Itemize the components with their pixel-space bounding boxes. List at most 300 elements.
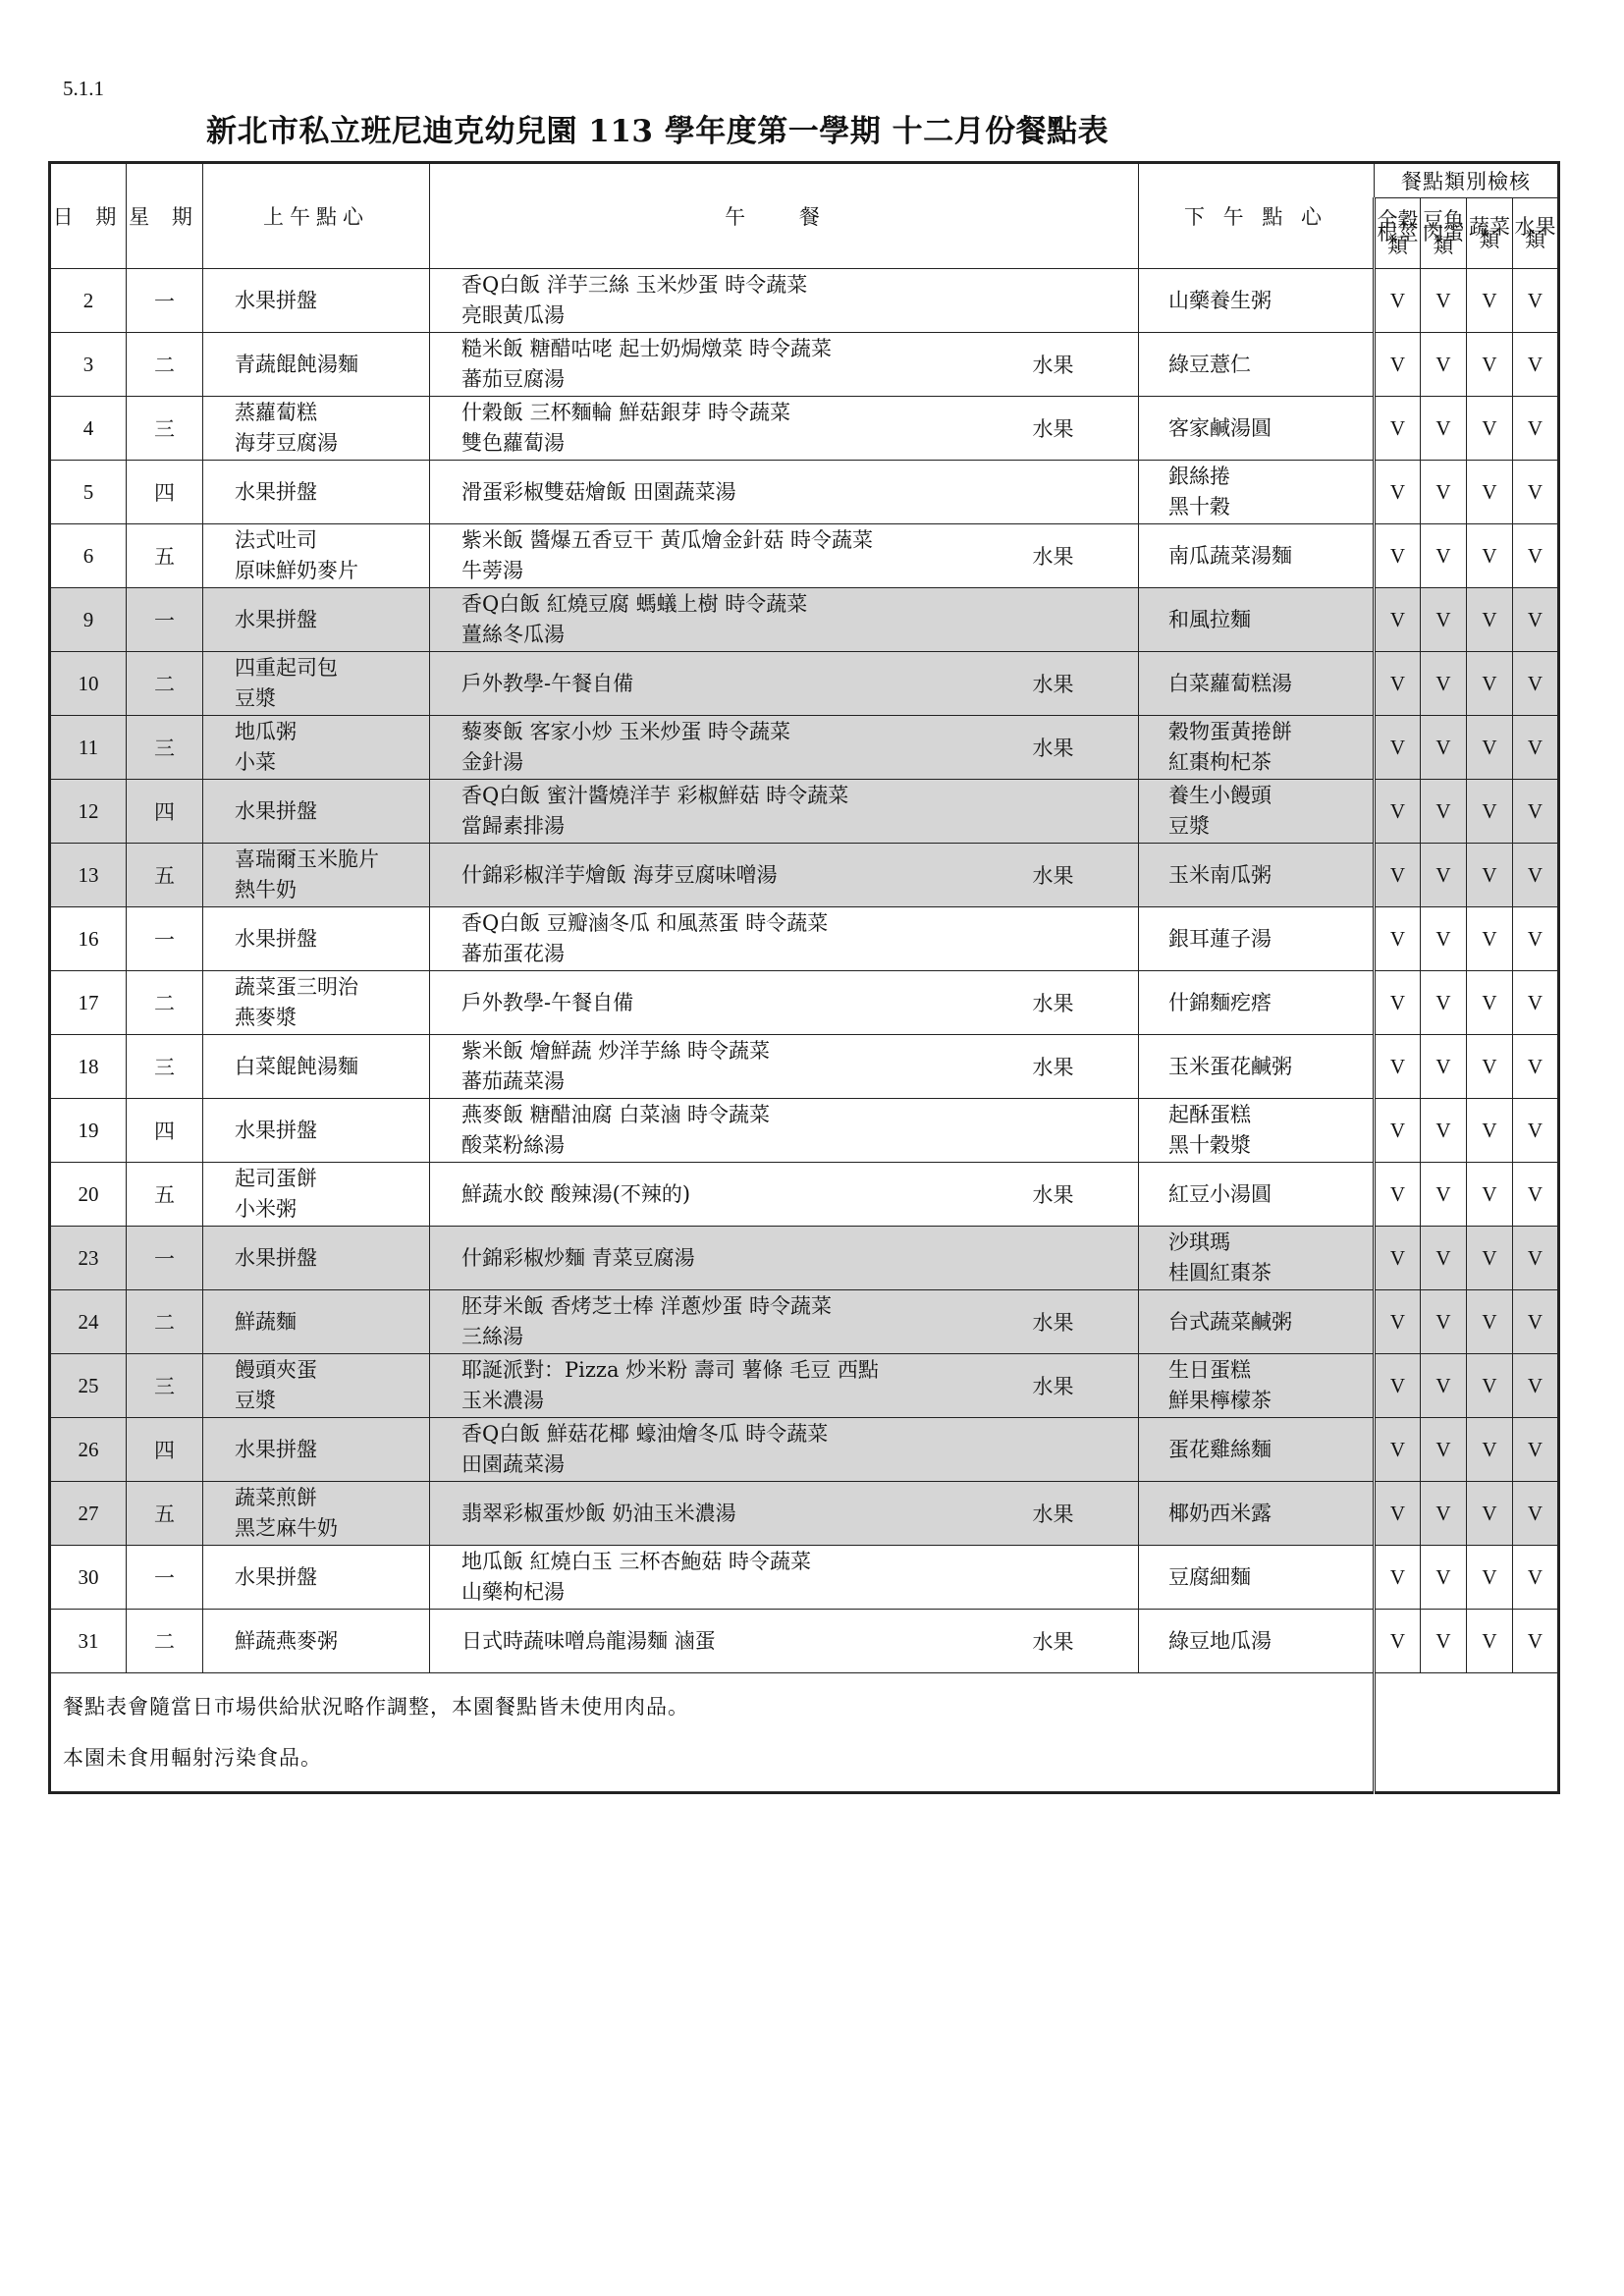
footer-note-line: 餐點表會隨當日市場供給狀況略作調整，本園餐點皆未使用肉品。 xyxy=(63,1695,689,1719)
fruit-cell xyxy=(1019,588,1139,652)
check-mark: V xyxy=(1375,652,1421,716)
pm-snack-cell-line: 綠豆薏仁 xyxy=(1168,352,1251,376)
fruit-cell xyxy=(1019,1227,1139,1290)
weekday-cell: 二 xyxy=(127,971,203,1035)
check-mark: V xyxy=(1513,269,1559,333)
check-mark: V xyxy=(1513,1035,1559,1099)
pm-snack-cell-line: 桂圓紅棗茶 xyxy=(1168,1261,1272,1285)
pm-snack-cell xyxy=(1139,461,1375,524)
check-mark: V xyxy=(1375,461,1421,524)
am-snack-cell xyxy=(203,1418,430,1482)
am-snack-cell-line: 水果拼盤 xyxy=(235,926,317,951)
date-cell: 6 xyxy=(50,524,127,588)
check-mark: V xyxy=(1513,1099,1559,1163)
check-mark: V xyxy=(1421,588,1467,652)
lunch-cell-line: 紫米飯 燴鮮蔬 炒洋芋絲 時令蔬菜 xyxy=(461,1039,771,1063)
check-mark: V xyxy=(1513,907,1559,971)
am-snack-cell xyxy=(203,1227,430,1290)
lunch-cell-line: 酸菜粉絲湯 xyxy=(461,1133,565,1157)
pm-snack-cell-line: 綠豆地瓜湯 xyxy=(1168,1628,1272,1653)
header-check-protein: 豆魚肉蛋類 xyxy=(1421,198,1467,269)
pm-snack-cell xyxy=(1139,780,1375,844)
weekday-cell: 五 xyxy=(127,1163,203,1227)
lunch-cell xyxy=(430,1227,1019,1290)
check-mark: V xyxy=(1375,971,1421,1035)
fruit-cell xyxy=(1019,907,1139,971)
am-snack-cell xyxy=(203,269,430,333)
footer-note xyxy=(50,1673,1375,1793)
pm-snack-cell xyxy=(1139,588,1375,652)
am-snack-cell xyxy=(203,1354,430,1418)
weekday-cell: 四 xyxy=(127,1418,203,1482)
check-mark: V xyxy=(1421,844,1467,907)
lunch-cell-line: 胚芽米飯 香烤芝士棒 洋蔥炒蛋 時令蔬菜 xyxy=(461,1294,833,1318)
pm-snack-cell xyxy=(1139,1290,1375,1354)
header-check-fruit: 水果類 xyxy=(1513,198,1559,269)
am-snack-cell xyxy=(203,652,430,716)
date-cell: 3 xyxy=(50,333,127,397)
date-cell: 25 xyxy=(50,1354,127,1418)
lunch-cell-line: 香Q白飯 蜜汁醬燒洋芋 彩椒鮮菇 時令蔬菜 xyxy=(461,784,849,807)
lunch-cell xyxy=(430,1354,1019,1418)
pm-snack-cell-line: 銀耳蓮子湯 xyxy=(1168,926,1272,951)
check-mark: V xyxy=(1421,461,1467,524)
am-snack-cell-line: 喜瑞爾玉米脆片 xyxy=(235,847,379,871)
check-mark: V xyxy=(1421,907,1467,971)
lunch-cell-line: 鮮蔬水餃 酸辣湯(不辣的) xyxy=(461,1181,691,1206)
check-mark: V xyxy=(1467,397,1513,461)
pm-snack-cell-line: 蛋花雞絲麵 xyxy=(1168,1437,1272,1461)
pm-snack-cell-line: 紅棗枸杞茶 xyxy=(1168,750,1272,774)
check-mark: V xyxy=(1467,1290,1513,1354)
am-snack-cell-line: 水果拼盤 xyxy=(235,1118,317,1142)
date-cell: 26 xyxy=(50,1418,127,1482)
check-mark: V xyxy=(1467,1482,1513,1546)
am-snack-cell xyxy=(203,461,430,524)
table-row xyxy=(50,1099,1559,1163)
pm-snack-cell-line: 和風拉麵 xyxy=(1168,607,1251,631)
fruit-cell xyxy=(1019,269,1139,333)
am-snack-cell-line: 水果拼盤 xyxy=(235,1437,317,1461)
check-mark: V xyxy=(1375,844,1421,907)
pm-snack-cell-line: 玉米南瓜粥 xyxy=(1168,862,1272,887)
date-cell: 4 xyxy=(50,397,127,461)
table-row xyxy=(50,1290,1559,1354)
check-mark: V xyxy=(1467,1546,1513,1610)
date-cell: 13 xyxy=(50,844,127,907)
check-mark: V xyxy=(1513,1163,1559,1227)
fruit-cell: 水果 xyxy=(1019,1035,1139,1099)
fruit-cell: 水果 xyxy=(1019,397,1139,461)
pm-snack-cell-line: 椰奶西米露 xyxy=(1168,1501,1272,1525)
check-mark: V xyxy=(1375,524,1421,588)
check-mark: V xyxy=(1421,1290,1467,1354)
pm-snack-cell-line: 沙琪瑪 xyxy=(1168,1230,1230,1254)
pm-snack-cell-line: 穀物蛋黃捲餅 xyxy=(1168,720,1292,743)
check-mark: V xyxy=(1513,971,1559,1035)
date-cell: 19 xyxy=(50,1099,127,1163)
lunch-cell-line: 蕃茄蔬菜湯 xyxy=(461,1069,565,1093)
check-mark: V xyxy=(1467,1610,1513,1673)
check-mark: V xyxy=(1513,1418,1559,1482)
weekday-cell: 一 xyxy=(127,269,203,333)
pm-snack-cell-line: 養生小饅頭 xyxy=(1168,784,1272,807)
lunch-cell-line: 山藥枸杞湯 xyxy=(461,1580,565,1604)
page-title: 新北市私立班尼迪克幼兒園 113 學年度第一學期 十二月份餐點表 xyxy=(206,114,1110,149)
am-snack-cell-line: 饅頭夾蛋 xyxy=(235,1358,317,1382)
lunch-cell xyxy=(430,971,1019,1035)
lunch-cell xyxy=(430,461,1019,524)
footer-note-line: 本園未食用輻射污染食品。 xyxy=(63,1746,322,1770)
check-mark: V xyxy=(1375,333,1421,397)
check-mark: V xyxy=(1375,1099,1421,1163)
am-snack-cell-line: 水果拼盤 xyxy=(235,479,317,504)
table-row xyxy=(50,1163,1559,1227)
lunch-cell xyxy=(430,1035,1019,1099)
fruit-cell xyxy=(1019,1099,1139,1163)
lunch-cell xyxy=(430,1610,1019,1673)
lunch-cell-line: 三絲湯 xyxy=(461,1325,523,1348)
check-mark: V xyxy=(1513,844,1559,907)
check-mark: V xyxy=(1421,524,1467,588)
am-snack-cell-line: 水果拼盤 xyxy=(235,798,317,823)
date-cell: 27 xyxy=(50,1482,127,1546)
am-snack-cell-line: 水果拼盤 xyxy=(235,607,317,631)
check-mark: V xyxy=(1421,1482,1467,1546)
pm-snack-cell xyxy=(1139,524,1375,588)
fruit-cell: 水果 xyxy=(1019,1610,1139,1673)
lunch-cell-line: 香Q白飯 豆瓣滷冬瓜 和風蒸蛋 時令蔬菜 xyxy=(461,911,829,935)
weekday-cell: 四 xyxy=(127,461,203,524)
table-row xyxy=(50,907,1559,971)
lunch-cell xyxy=(430,1163,1019,1227)
am-snack-cell-line: 蔬菜蛋三明治 xyxy=(235,975,358,999)
lunch-cell xyxy=(430,1290,1019,1354)
lunch-cell-line: 香Q白飯 洋芋三絲 玉米炒蛋 時令蔬菜 xyxy=(461,273,808,297)
weekday-cell: 一 xyxy=(127,588,203,652)
check-mark: V xyxy=(1375,1482,1421,1546)
document-code: 5.1.1 xyxy=(63,77,104,100)
am-snack-cell-line: 小米粥 xyxy=(235,1197,297,1221)
lunch-cell xyxy=(430,588,1019,652)
fruit-cell xyxy=(1019,461,1139,524)
am-snack-cell-line: 水果拼盤 xyxy=(235,1564,317,1589)
date-cell: 11 xyxy=(50,716,127,780)
am-snack-cell-line: 水果拼盤 xyxy=(235,1245,317,1270)
lunch-cell-line: 紫米飯 醬爆五香豆干 黃瓜燴金針菇 時令蔬菜 xyxy=(461,528,874,552)
table-row xyxy=(50,652,1559,716)
am-snack-cell-line: 黑芝麻牛奶 xyxy=(235,1516,338,1540)
weekday-cell: 二 xyxy=(127,1610,203,1673)
check-mark: V xyxy=(1513,1546,1559,1610)
table-row xyxy=(50,397,1559,461)
date-cell: 18 xyxy=(50,1035,127,1099)
am-snack-cell xyxy=(203,1163,430,1227)
header-date: 日 期 xyxy=(50,163,127,269)
check-mark: V xyxy=(1375,907,1421,971)
pm-snack-cell xyxy=(1139,1418,1375,1482)
weekday-cell: 三 xyxy=(127,1035,203,1099)
lunch-cell-line: 燕麥飯 糖醋油腐 白菜滷 時令蔬菜 xyxy=(461,1103,771,1126)
am-snack-cell-line: 小菜 xyxy=(235,750,276,774)
am-snack-cell xyxy=(203,1546,430,1610)
pm-snack-cell xyxy=(1139,333,1375,397)
pm-snack-cell xyxy=(1139,1163,1375,1227)
table-row xyxy=(50,844,1559,907)
pm-snack-cell xyxy=(1139,907,1375,971)
lunch-cell xyxy=(430,333,1019,397)
am-snack-cell-line: 四重起司包 xyxy=(235,656,338,680)
check-mark: V xyxy=(1467,1163,1513,1227)
table-row xyxy=(50,780,1559,844)
date-cell: 12 xyxy=(50,780,127,844)
weekday-cell: 五 xyxy=(127,524,203,588)
am-snack-cell-line: 原味鮮奶麥片 xyxy=(235,559,358,582)
lunch-cell xyxy=(430,844,1019,907)
fruit-cell: 水果 xyxy=(1019,524,1139,588)
pm-snack-cell-line: 豆腐細麵 xyxy=(1168,1564,1251,1589)
check-mark: V xyxy=(1375,1418,1421,1482)
check-mark: V xyxy=(1421,1163,1467,1227)
weekday-cell: 三 xyxy=(127,716,203,780)
check-mark: V xyxy=(1513,716,1559,780)
am-snack-cell xyxy=(203,397,430,461)
pm-snack-cell-line: 南瓜蔬菜湯麵 xyxy=(1168,543,1292,568)
am-snack-cell-line: 蒸蘿蔔糕 xyxy=(235,401,317,424)
check-mark: V xyxy=(1421,397,1467,461)
weekday-cell: 二 xyxy=(127,652,203,716)
header-check-title: 餐點類別檢核 xyxy=(1375,163,1559,198)
weekday-cell: 二 xyxy=(127,1290,203,1354)
date-cell: 17 xyxy=(50,971,127,1035)
lunch-cell-line: 日式時蔬味噌烏龍湯麵 滷蛋 xyxy=(461,1628,716,1653)
check-mark: V xyxy=(1467,844,1513,907)
check-mark: V xyxy=(1375,397,1421,461)
lunch-cell xyxy=(430,524,1019,588)
fruit-cell: 水果 xyxy=(1019,1354,1139,1418)
fruit-cell: 水果 xyxy=(1019,333,1139,397)
check-mark: V xyxy=(1421,716,1467,780)
pm-snack-cell-line: 銀絲捲 xyxy=(1168,465,1230,488)
header-weekday: 星 期 xyxy=(127,163,203,269)
pm-snack-cell-line: 鮮果檸檬茶 xyxy=(1168,1389,1272,1412)
pm-snack-cell xyxy=(1139,1610,1375,1673)
weekday-cell: 三 xyxy=(127,1354,203,1418)
header-am-snack: 上午點心 xyxy=(203,163,430,269)
table-row xyxy=(50,1546,1559,1610)
check-mark: V xyxy=(1421,1418,1467,1482)
lunch-cell xyxy=(430,716,1019,780)
pm-snack-cell-line: 生日蛋糕 xyxy=(1168,1358,1251,1382)
pm-snack-cell xyxy=(1139,1227,1375,1290)
table-row xyxy=(50,1610,1559,1673)
pm-snack-cell xyxy=(1139,716,1375,780)
check-mark: V xyxy=(1467,1099,1513,1163)
am-snack-cell-line: 地瓜粥 xyxy=(235,720,297,743)
lunch-cell-line: 糙米飯 糖醋咕咾 起士奶焗燉菜 時令蔬菜 xyxy=(461,337,833,360)
lunch-cell-line: 蕃茄蛋花湯 xyxy=(461,942,565,965)
fruit-cell xyxy=(1019,780,1139,844)
lunch-cell xyxy=(430,1099,1019,1163)
check-mark: V xyxy=(1421,1035,1467,1099)
table-row xyxy=(50,1482,1559,1546)
check-mark: V xyxy=(1467,780,1513,844)
am-snack-cell xyxy=(203,716,430,780)
pm-snack-cell xyxy=(1139,397,1375,461)
check-mark: V xyxy=(1421,269,1467,333)
check-mark: V xyxy=(1513,524,1559,588)
check-mark: V xyxy=(1467,333,1513,397)
pm-snack-cell-line: 玉米蛋花鹹粥 xyxy=(1168,1054,1292,1078)
check-mark: V xyxy=(1421,1099,1467,1163)
menu-table xyxy=(48,161,1560,1794)
pm-snack-cell-line: 山藥養生粥 xyxy=(1168,288,1272,312)
lunch-cell-line: 什錦彩椒炒麵 青菜豆腐湯 xyxy=(461,1245,695,1270)
check-mark: V xyxy=(1467,1418,1513,1482)
am-snack-cell xyxy=(203,333,430,397)
check-mark: V xyxy=(1467,1035,1513,1099)
lunch-cell-line: 戶外教學-午餐自備 xyxy=(461,990,634,1014)
check-mark: V xyxy=(1467,716,1513,780)
am-snack-cell-line: 青蔬餛飩湯麵 xyxy=(235,352,358,376)
check-mark: V xyxy=(1513,1482,1559,1546)
pm-snack-cell-line: 台式蔬菜鹹粥 xyxy=(1168,1309,1292,1334)
lunch-cell-line: 藜麥飯 客家小炒 玉米炒蛋 時令蔬菜 xyxy=(461,720,791,743)
check-mark: V xyxy=(1421,652,1467,716)
pm-snack-cell-line: 起酥蛋糕 xyxy=(1168,1103,1251,1126)
table-row xyxy=(50,1227,1559,1290)
weekday-cell: 四 xyxy=(127,780,203,844)
lunch-cell-line: 牛蒡湯 xyxy=(461,559,523,582)
pm-snack-cell xyxy=(1139,1099,1375,1163)
am-snack-cell xyxy=(203,588,430,652)
am-snack-cell-line: 熱牛奶 xyxy=(235,878,297,902)
date-cell: 24 xyxy=(50,1290,127,1354)
check-mark: V xyxy=(1375,1163,1421,1227)
weekday-cell: 一 xyxy=(127,1546,203,1610)
lunch-cell-line: 香Q白飯 鮮菇花椰 蠔油燴冬瓜 時令蔬菜 xyxy=(461,1422,829,1446)
weekday-cell: 一 xyxy=(127,907,203,971)
am-snack-cell-line: 鮮蔬燕麥粥 xyxy=(235,1628,338,1653)
date-cell: 23 xyxy=(50,1227,127,1290)
weekday-cell: 三 xyxy=(127,397,203,461)
check-mark: V xyxy=(1375,1546,1421,1610)
lunch-cell-line: 什穀飯 三杯麵輪 鮮菇銀芽 時令蔬菜 xyxy=(461,401,791,424)
check-mark: V xyxy=(1467,652,1513,716)
check-mark: V xyxy=(1467,907,1513,971)
am-snack-cell xyxy=(203,844,430,907)
pm-snack-cell xyxy=(1139,844,1375,907)
pm-snack-cell-line: 豆漿 xyxy=(1168,814,1210,838)
date-cell: 9 xyxy=(50,588,127,652)
table-row xyxy=(50,716,1559,780)
am-snack-cell-line: 法式吐司 xyxy=(235,528,317,552)
lunch-cell xyxy=(430,1546,1019,1610)
am-snack-cell-line: 白菜餛飩湯麵 xyxy=(235,1054,358,1078)
pm-snack-cell xyxy=(1139,1482,1375,1546)
lunch-cell-line: 薑絲冬瓜湯 xyxy=(461,623,565,646)
check-mark: V xyxy=(1421,333,1467,397)
lunch-cell xyxy=(430,269,1019,333)
check-mark: V xyxy=(1513,333,1559,397)
lunch-cell-line: 滑蛋彩椒雙菇燴飯 田園蔬菜湯 xyxy=(461,479,736,504)
date-cell: 10 xyxy=(50,652,127,716)
weekday-cell: 五 xyxy=(127,1482,203,1546)
table-row xyxy=(50,1418,1559,1482)
lunch-cell-line: 玉米濃湯 xyxy=(461,1389,544,1412)
pm-snack-cell-line: 黑十穀 xyxy=(1168,495,1230,519)
fruit-cell: 水果 xyxy=(1019,1163,1139,1227)
check-mark: V xyxy=(1375,1354,1421,1418)
date-cell: 16 xyxy=(50,907,127,971)
check-mark: V xyxy=(1513,1354,1559,1418)
am-snack-cell xyxy=(203,780,430,844)
check-mark: V xyxy=(1421,971,1467,1035)
check-mark: V xyxy=(1467,588,1513,652)
table-row xyxy=(50,461,1559,524)
check-mark: V xyxy=(1467,461,1513,524)
pm-snack-cell-line: 什錦麵疙瘩 xyxy=(1168,990,1272,1014)
check-mark: V xyxy=(1513,780,1559,844)
pm-snack-cell-line: 紅豆小湯圓 xyxy=(1168,1181,1272,1206)
lunch-cell xyxy=(430,1418,1019,1482)
check-mark: V xyxy=(1375,716,1421,780)
check-mark: V xyxy=(1375,1290,1421,1354)
header-pm-snack: 下 午 點 心 xyxy=(1139,163,1375,269)
lunch-cell-line: 雙色蘿蔔湯 xyxy=(461,431,565,455)
am-snack-cell-line: 豆漿 xyxy=(235,686,276,710)
pm-snack-cell xyxy=(1139,1354,1375,1418)
check-mark: V xyxy=(1375,780,1421,844)
table-row xyxy=(50,333,1559,397)
date-cell: 2 xyxy=(50,269,127,333)
am-snack-cell-line: 鮮蔬麵 xyxy=(235,1309,297,1334)
am-snack-cell-line: 海芽豆腐湯 xyxy=(235,431,338,455)
check-mark: V xyxy=(1375,1035,1421,1099)
am-snack-cell xyxy=(203,1035,430,1099)
am-snack-cell xyxy=(203,524,430,588)
pm-snack-cell xyxy=(1139,1546,1375,1610)
check-mark: V xyxy=(1375,1227,1421,1290)
fruit-cell xyxy=(1019,1546,1139,1610)
am-snack-cell-line: 起司蛋餅 xyxy=(235,1167,317,1190)
check-mark: V xyxy=(1421,780,1467,844)
lunch-cell xyxy=(430,397,1019,461)
am-snack-cell xyxy=(203,1290,430,1354)
fruit-cell: 水果 xyxy=(1019,652,1139,716)
check-mark: V xyxy=(1513,461,1559,524)
check-mark: V xyxy=(1375,588,1421,652)
weekday-cell: 一 xyxy=(127,1227,203,1290)
check-mark: V xyxy=(1467,524,1513,588)
header-check-grains: 全穀根莖類 xyxy=(1375,198,1421,269)
am-snack-cell xyxy=(203,907,430,971)
weekday-cell: 四 xyxy=(127,1099,203,1163)
check-mark: V xyxy=(1513,588,1559,652)
header-check-vegetable: 蔬菜類 xyxy=(1467,198,1513,269)
lunch-cell-line: 香Q白飯 紅燒豆腐 螞蟻上樹 時令蔬菜 xyxy=(461,592,808,616)
table-row xyxy=(50,1354,1559,1418)
table-row xyxy=(50,1035,1559,1099)
date-cell: 31 xyxy=(50,1610,127,1673)
lunch-cell-line: 什錦彩椒洋芋燴飯 海芽豆腐味噌湯 xyxy=(461,862,778,887)
pm-snack-cell xyxy=(1139,269,1375,333)
check-mark: V xyxy=(1467,1227,1513,1290)
check-mark: V xyxy=(1467,971,1513,1035)
lunch-cell-line: 耶誕派對：Pizza 炒米粉 壽司 薯條 毛豆 西點 xyxy=(461,1358,879,1382)
am-snack-cell-line: 蔬菜煎餅 xyxy=(235,1486,317,1509)
footer-blank-cell xyxy=(1375,1673,1559,1793)
